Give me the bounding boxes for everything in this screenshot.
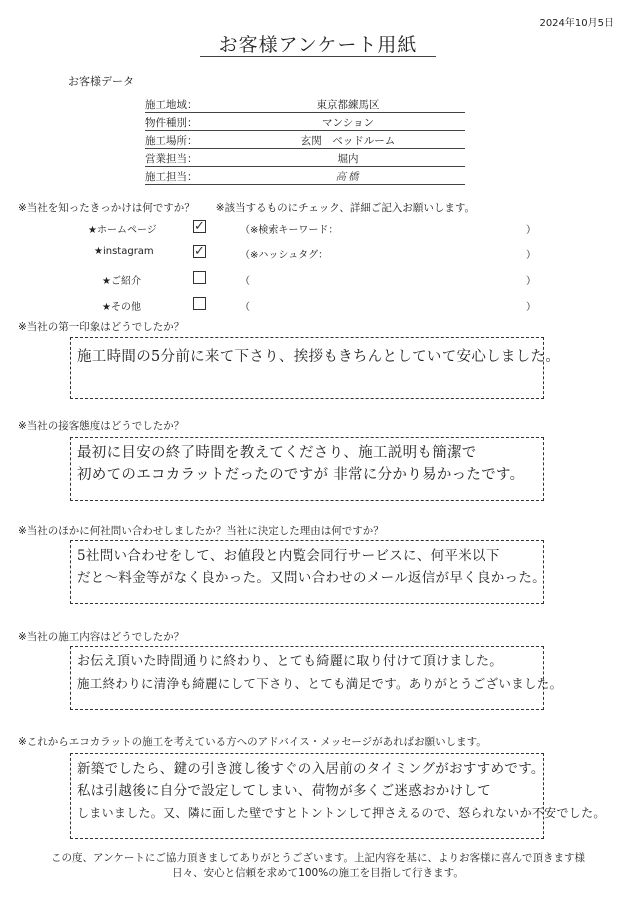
customer-label: 物件種別： [145,117,198,129]
checkbox-referral[interactable] [193,271,206,284]
question-work-quality: ※当社の施工内容はどうでしたか？ [18,631,185,643]
question-source: ※当社を知ったきっかけは何ですか？ ※該当するものにチェック、詳細ご記入お願いします。 [18,202,476,214]
customer-value: 堀内 [337,153,359,165]
question-reason-chosen: ※当社のほかに何社問い合わせしましたか？当社に決定した理由は何ですか？ [18,525,384,537]
answer-box-reason-chosen[interactable] [70,540,544,604]
footer-line-2: 日々、安心と信頼を求めて100%の施工を目指して行きます。 [172,867,464,879]
answer-box-service-attitude[interactable] [70,437,544,501]
customer-row-area [145,96,465,113]
field-label: （ [240,302,250,313]
customer-row-install-staff [145,168,465,185]
customer-row-property-type [145,114,465,131]
customer-label: 施工担当： [145,171,198,183]
field-label: （※ハッシュタグ： [240,250,329,261]
source-label-instagram: ★instagram [94,246,154,257]
page-title: お客様アンケート用紙 [218,34,418,56]
footer-line-1: この度、アンケートにご協力頂きましてありがとうございます。上記内容を基に、よりお客様に喜んで頂きます様 [50,852,586,864]
customer-section-label: お客様データ [68,75,134,88]
handwritten-answer-line: しまいました。又、隣に面した壁ですとトントンして押さえるので、怒られないか不安でした。 [77,806,606,820]
field-close-paren: ） [526,276,536,287]
source-label-other: ★その他 [102,302,141,313]
field-search-keyword[interactable] [240,221,536,236]
handwritten-answer-line: お伝え頂いた時間通りに終わり、とても綺麗に取り付けて頂けました。 [77,654,503,669]
survey-date: 2024年10月5日 [539,18,614,29]
field-close-paren: ） [526,250,536,261]
customer-value: 玄関 ベッドルーム [300,135,396,147]
handwritten-answer-line: だと〜料金等がなく良かった。又問い合わせのメール返信が早く良かった。 [77,570,546,586]
customer-value-handwritten: 高橋 [335,171,361,183]
source-label-referral: ★ご紹介 [102,276,141,287]
field-close-paren: ） [526,225,536,236]
title-underline [200,56,436,57]
customer-row-location [145,132,465,149]
field-label: （ [240,276,250,287]
customer-value: 東京都練馬区 [316,99,380,111]
answer-box-work-quality[interactable] [70,646,563,710]
question-first-impression: ※当社の第一印象はどうでしたか？ [18,321,185,333]
field-close-paren: ） [526,302,536,313]
source-label-homepage: ★ホームページ [88,225,157,236]
customer-value: マンション [321,117,375,129]
handwritten-answer-line: 私は引越後に自分で設定してしまい、荷物が多くご迷惑おかけして [77,783,491,799]
handwritten-answer-line: 最初に目安の終了時間を教えてくださり、施工説明も簡潔で [77,445,477,461]
field-hashtag[interactable] [240,246,536,261]
answer-box-first-impression[interactable] [70,337,561,399]
handwritten-answer-line: 施工終わりに清浄も綺麗にして下さり、とても満足です。ありがとうございました。 [77,676,563,691]
handwritten-answer-line: 初めてのエコカラットだったのですが 非常に分かり易かったです。 [77,467,525,483]
checkbox-instagram[interactable]: ✓ [194,244,205,259]
question-service-attitude: ※当社の接客態度はどうでしたか？ [18,420,185,432]
field-label: （※検索キーワード： [240,225,339,236]
customer-label: 施工地域： [145,99,198,111]
checkbox-other[interactable] [193,297,206,310]
customer-label: 営業担当： [145,153,198,165]
handwritten-answer-line: 5社問い合わせをして、お値段と内覧会同行サービスに、何平米以下 [77,548,500,564]
customer-label: 施工場所： [145,135,198,147]
checkbox-homepage[interactable]: ✓ [194,219,205,234]
customer-row-sales-staff [145,150,465,167]
handwritten-answer-line: 新築でしたら、鍵の引き渡し後すぐの入居前のタイミングがおすすめです。 [77,761,545,777]
answer-box-advice-message[interactable] [70,753,606,839]
question-advice-message: ※これからエコカラットの施工を考えている方へのアドバイス・メッセージがあればお願いします。 [18,736,487,748]
field-referral[interactable] [240,272,536,287]
field-other[interactable] [240,298,536,313]
handwritten-answer-line: 施工時間の5分前に来て下さり、挨拶もきちんとしていて安心しました。 [77,349,561,365]
